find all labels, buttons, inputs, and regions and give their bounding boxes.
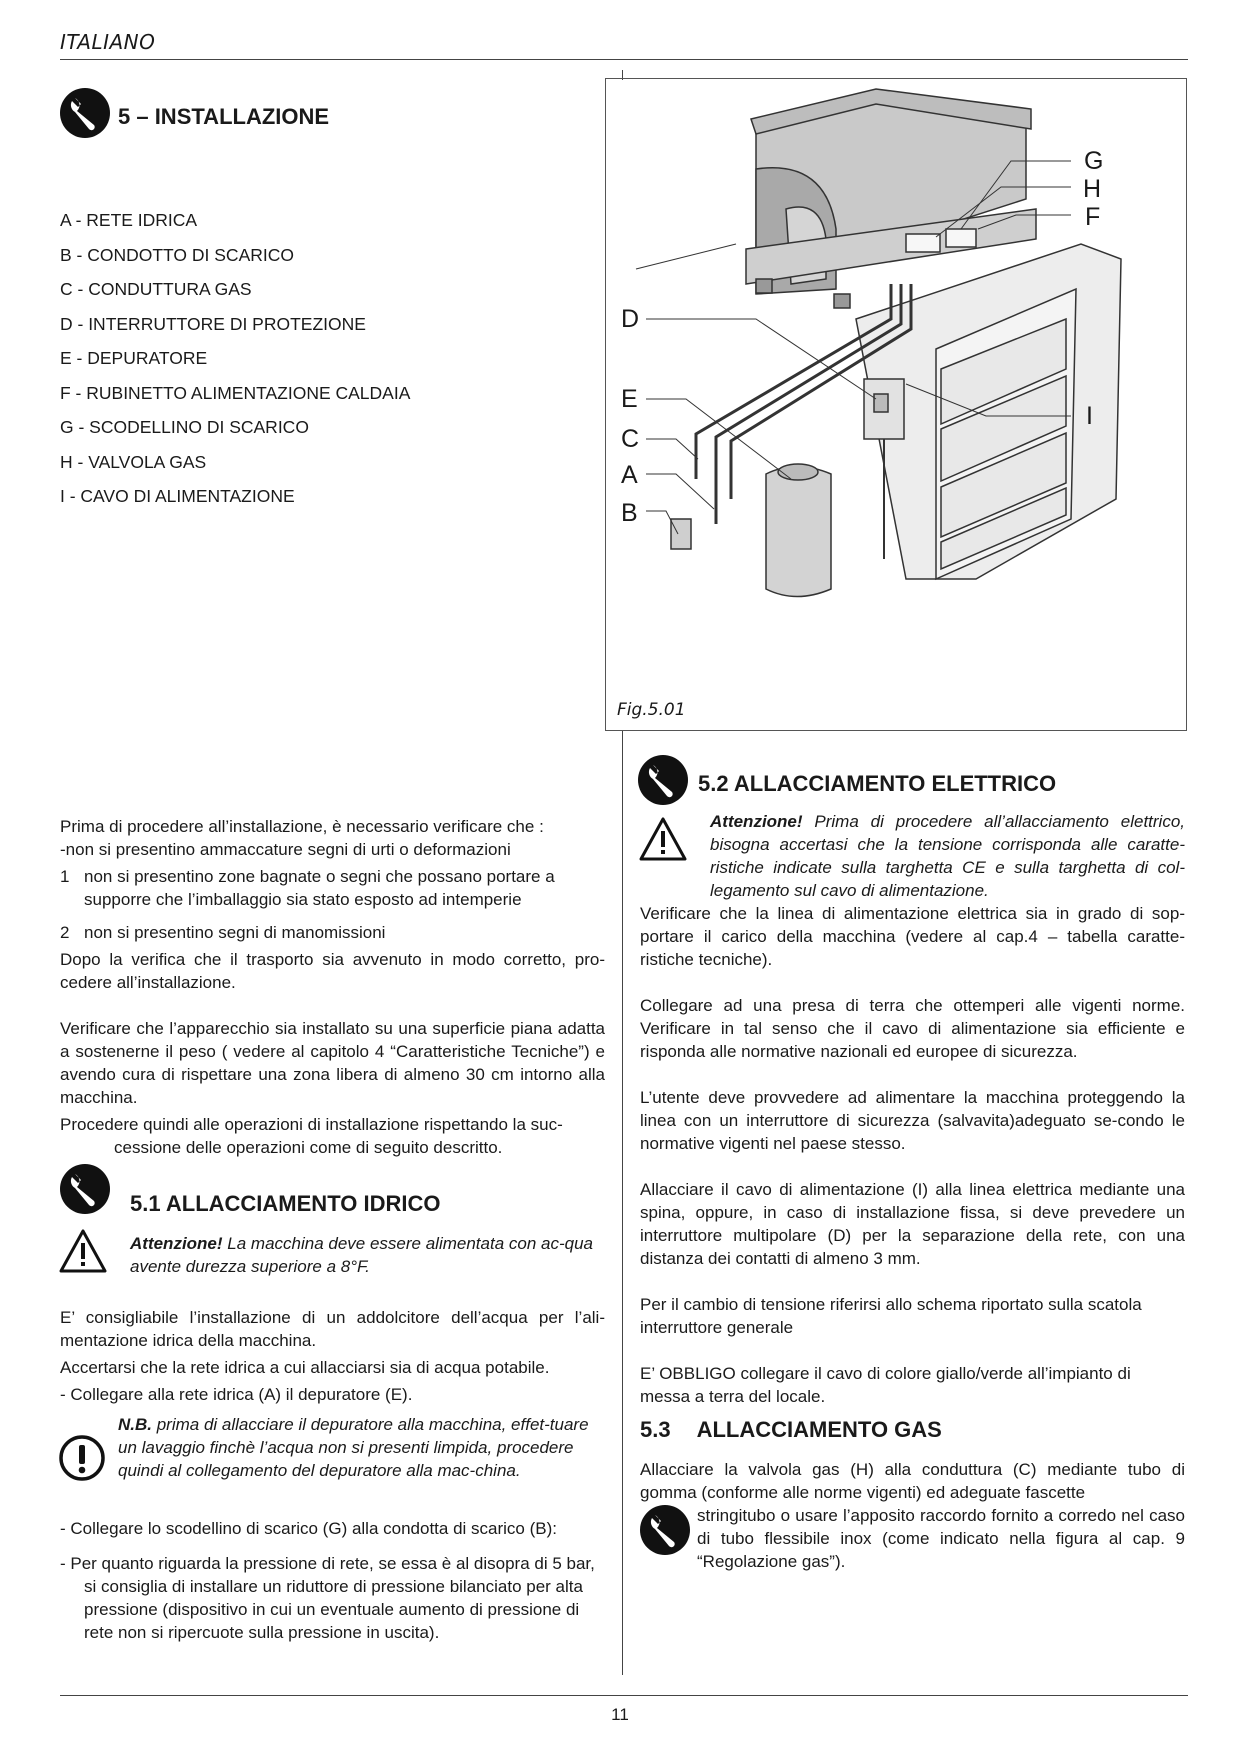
label-f: F: [1085, 203, 1101, 231]
item-text: non si presentino zone bagnate o segni che possano portare a supporre che l’imballaggio sia stato esposto ad intemperie: [84, 867, 555, 909]
s52-p1: Verificare che la linea di alimentazione elettrica sia in grado di sop-portare il carico della macchina (vedere al cap.4 – tabella caratte-ristiche tecniche).: [640, 904, 1185, 969]
intro-p4a: Procedere quindi alle operazioni di installazione rispettando la suc-: [60, 1115, 563, 1134]
legend-item: A - RETE IDRICA: [60, 210, 198, 230]
s52-p5: Per il cambio di tensione riferirsi allo schema riportato sulla scatola interruttore generale: [640, 1295, 1142, 1337]
warning-icon: [58, 1228, 108, 1274]
section-5-1-warning: [130, 1232, 605, 1278]
label-d: D: [621, 305, 640, 333]
intro-p1b: -non si presentino ammaccature segni di urti o deformazioni: [60, 840, 511, 859]
s52-p3: L’utente deve provvedere ad alimentare la macchina proteggendo la linea con un interruttore di sicurezza (salvavita)adeguato se-condo le normative vigenti nel paese stesso.: [640, 1088, 1185, 1153]
note-icon: [58, 1434, 106, 1487]
intro-p1: Prima di procedere all’installazione, è necessario verificare che :: [60, 817, 544, 836]
installation-figure: [605, 78, 1187, 731]
s51-p4: - Collegare lo scodellino di scarico (G) alla condotta di scarico (B):: [60, 1519, 557, 1538]
item-text: non si presentino segni di manomissioni: [84, 923, 386, 942]
wrench-icon: [640, 1505, 690, 1555]
label-h: H: [1083, 175, 1102, 203]
note-text: prima di allacciare il depuratore alla macchina, effet-tuare un lavaggio finchè l’acqua non si presenti limpida, procedere quindi al collegamento del depuratore alla mac-china.: [118, 1415, 589, 1480]
label-g: G: [1084, 147, 1104, 175]
legend-item: F - RUBINETTO ALIMENTAZIONE CALDAIA: [60, 382, 411, 403]
intro-item-1: [60, 865, 605, 911]
section-5-2-body: [640, 902, 1185, 1408]
s53-p1a: Allacciare la valvola gas (H) alla conduttura (C) mediante tubo di gomma (conforme alle norme vigenti) ed adeguate fascette: [640, 1460, 1185, 1502]
section-5-2-title: 5.2 ALLACCIAMENTO ELETTRICO: [698, 771, 1057, 796]
section-5-1-title: 5.1 ALLACCIAMENTO IDRICO: [130, 1191, 441, 1216]
section-5-1-steps: [60, 1517, 605, 1644]
section-5-1-note: [118, 1413, 605, 1482]
wrench-icon: [60, 1164, 110, 1214]
page-number: 11: [611, 1705, 629, 1724]
warning-label: Attenzione!: [130, 1234, 223, 1253]
item-number: 2: [60, 923, 70, 942]
s51-p2: Accertarsi che la rete idrica a cui allacciarsi sia di acqua potabile.: [60, 1358, 550, 1377]
legend-item: D - INTERRUTTORE DI PROTEZIONE: [60, 313, 366, 334]
legend-item: G - SCODELLINO DI SCARICO: [60, 417, 309, 437]
warning-label: Attenzione!: [710, 812, 803, 831]
note-label: N.B.: [118, 1415, 152, 1434]
intro-p4b: cessione delle operazioni come di seguito descritto.: [114, 1138, 503, 1157]
intro-p3: Verificare che l’apparecchio sia installato su una superficie piana adatta a sostenerne il peso ( vedere al capitolo 4 “Caratteristiche Tecniche”) e avendo cura di rispettare una zona libera di almeno 30 cm intorno alla macchina.: [60, 1019, 605, 1107]
s52-p4: Allacciare il cavo di alimentazione (I) alla linea elettrica mediante una spina, oppure, in caso di installazione fissa, si deve prevedere un interruttore multipolare (D) per la separazione della rete, con una distanza dei contatti di almeno 3 mm.: [640, 1180, 1185, 1268]
s51-p1: E’ consigliabile l’installazione di un addolcitore dell’acqua per l’ali-mentazione idrica della macchina.: [60, 1308, 605, 1350]
s51-p3: - Collegare alla rete idrica (A) il depuratore (E).: [60, 1385, 413, 1404]
label-e: E: [621, 385, 638, 413]
s53-p1b: stringitubo o usare l’apposito raccordo fornito a corredo nel caso di tubo flessibile inox (come indicato nella figura al cap. 9 “Regolazione gas”).: [697, 1506, 1185, 1571]
section-5-3-title: [640, 1417, 942, 1443]
legend-item: I - CAVO DI ALIMENTAZIONE: [60, 486, 295, 506]
label-i: I: [1086, 402, 1093, 430]
column-divider: [622, 730, 623, 1675]
section-number: 5.3: [640, 1417, 671, 1442]
legend-item: B - CONDOTTO DI SCARICO: [60, 244, 294, 265]
intro-item-2: [60, 921, 605, 944]
legend-item: E - DEPURATORE: [60, 348, 208, 368]
wrench-icon: [638, 755, 688, 805]
header-language: ITALIANO: [60, 30, 156, 54]
section-5-1-body: [60, 1306, 605, 1406]
warning-text: Prima di procedere all’allacciamento elettrico, bisogna accertasi che la tensione corrisponda alle caratte-ristiche indicate sulla targhetta CE e sulla targhetta di col-legamento sul cavo di alimentazione.: [710, 812, 1185, 900]
label-b: B: [621, 499, 638, 527]
footer-rule: [60, 1695, 1188, 1696]
section-title: ALLACCIAMENTO GAS: [696, 1417, 942, 1442]
intro-block: [60, 815, 605, 1159]
s51-p5: - Per quanto riguarda la pressione di rete, se essa è al disopra di 5 bar, si consiglia di installare un riduttore di pressione bilanciato per alta pressione (dispositivo in cui un eventuale aumento di pressione di rete non si ripercuote sulla pressione in uscita).: [60, 1554, 595, 1642]
item-number: 1: [60, 867, 70, 886]
section-5-title: 5 – INSTALLAZIONE: [118, 104, 330, 129]
intro-p2: Dopo la verifica che il trasporto sia avvenuto in modo corretto, pro-cedere all’installazione.: [60, 950, 605, 992]
warning-icon: [638, 816, 688, 862]
warning-text: La macchina deve essere alimentata con ac-qua avente durezza superiore a 8°F.: [130, 1234, 593, 1276]
figure-caption: Fig.5.01: [617, 700, 686, 720]
wrench-icon: [60, 88, 110, 138]
label-a: A: [621, 461, 638, 489]
label-c: C: [621, 425, 640, 453]
s52-p2: Collegare ad una presa di terra che ottemperi alle vigenti norme. Verificare in tal senso che il cavo di alimentazione sia efficiente e risponda alle normative nazionali ed europee di sicurezza.: [640, 996, 1185, 1061]
s52-p6: E’ OBBLIGO collegare il cavo di colore giallo/verde all’impianto di messa a terra del locale.: [640, 1364, 1131, 1406]
legend-list: [60, 203, 410, 514]
legend-item: C - CONDUTTURA GAS: [60, 279, 252, 299]
legend-item: H - VALVOLA GAS: [60, 451, 207, 472]
header-rule: [60, 59, 1188, 60]
section-5-2-warning: [710, 810, 1185, 902]
